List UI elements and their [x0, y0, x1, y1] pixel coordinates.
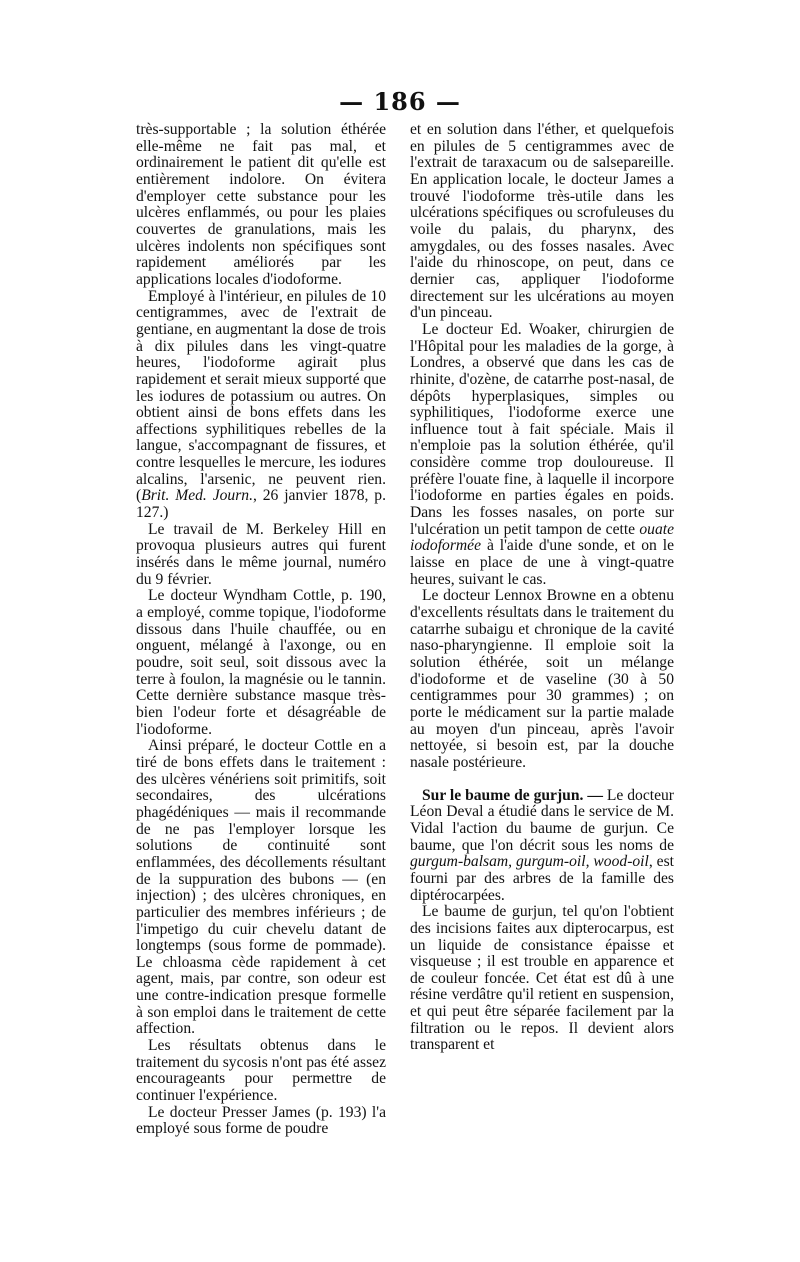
paragraph [410, 322, 674, 589]
paragraph: Le docteur Wyndham Cottle, p. 190, a employé, comme topique, l'iodoforme dissous dans l'huile chauffée, ou en onguent, mélangé à l'axonge, ou en poudre, soit seul, soit dissous avec la terre à foulon, la magnésie ou le tannin. Cette dernière substance masque très-bien l'odeur forte et désagréable de l'iodoforme. [136, 587, 386, 738]
right-column [410, 122, 674, 1054]
italic-term: ouate iodoformée [410, 520, 674, 555]
paragraph-text: Le docteur Ed. Woaker, chirurgien de l'Hôpital pour les maladies de la gorge, à Londres, a observé que dans les cas de rhinite, d'ozène, de catarrhe post-nasal, de dépôts hyperplasiques, simples ou syphilitiques, l'iodoforme exerce une influence tout à fait spéciale. Mais il n'emploie pas la solution éthérée, qu'il considère comme trop douloureuse. Il préfère l'ouate fine, à laquelle il incorpore l'iodoforme en parties égales en poids. Dans les fosses nasales, on porte sur l'ulcération un petit tampon de cette [410, 320, 674, 538]
paragraph-text: , 26 janvier 1878, p. 127.) [136, 487, 386, 522]
paragraph-text: à l'aide d'une sonde, et on le laisse en place de une à vingt-quatre heures, suivant le cas. [410, 537, 674, 588]
paragraph: Le docteur Lennox Browne en a obtenu d'excellents résultats dans le traitement du catarrhe subaigu et chronique de la cavité naso-pharyngienne. Il emploie soit la solution éthérée, soit un mélange d'iodoforme et de vaseline (30 à 50 centigrammes pour 30 grammes) ; on porte le médicament sur la partie malade au moyen d'un pinceau, après l'avoir nettoyée, si besoin est, par la douche nasale postérieure. [410, 587, 674, 771]
paragraph: très-supportable ; la solution éthérée elle-même ne fait pas mal, et ordinairement le patient dit qu'elle est entièrement indolore. On évitera d'employer cette substance pour les ulcères enflammés, ou pour les plaies couvertes de granulations, mais les ulcères indolents non spécifiques sont rapidement améliorés par les applications locales d'iodoforme. [136, 121, 386, 288]
paragraph: Le travail de M. Berkeley Hill en provoqua plusieurs autres qui furent insérés dans le même journal, numéro du 9 février. [136, 520, 386, 588]
section-spacer [410, 772, 674, 788]
section-dash: — [583, 786, 607, 804]
section-title: Sur le baume de gurjun. [422, 786, 584, 804]
paragraph: Le docteur Presser James (p. 193) l'a employé sous forme de poudre [136, 1103, 386, 1138]
paragraph [136, 289, 386, 522]
section-paragraph [410, 788, 674, 905]
paragraph-text: Employé à l'intérieur, en pilules de 10 centigrammes, avec de l'extrait de gentiane, en augmentant la dose de trois à dix pilules dans les vingt-quatre heures, l'iodoforme agirait plus rapidement et serait mieux supporté que les iodures de potassium ou autres. On obtient ainsi de bons effets dans les affections syphilitiques rebelles de la langue, s'accompagnant de fissures, et contre lesquelles le mercure, les iodures alcalins, l'arsenic, ne peuvent rien. ( [136, 287, 386, 505]
citation: Brit. Med. Journ. [141, 487, 253, 505]
paragraph: Ainsi préparé, le docteur Cottle en a tiré de bons effets dans le traitement : des ulcères vénériens soit primitifs, soit secondaires, des ulcérations phagédéniques — mais il recommande de ne pas l'employer lorsque les solutions de continuité sont enflammées, des décollements résultant de la suppuration des bubons — (en injection) ; des ulcères chroniques, en particulier des membres inférieurs ; de l'impetigo du cuir chevelu datant de longtemps (sous forme de pommade). Le chloasma cède rapidement à cet agent, mais, par contre, son odeur est une contre-indication presque formelle à son emploi dans le traitement de cette affection. [136, 737, 386, 1038]
paragraph: Le baume de gurjun, tel qu'on l'obtient des incisions faites aux dipterocarpus, est un liquide de consistance épaisse et visqueuse ; il est trouble en apparence et de couleur foncée. Cet état est dû à une résine verdâtre qu'il retient en suspension, et qui peut être séparée facilement par la filtration ou le repos. Il devient alors transparent et [410, 903, 674, 1054]
left-column [136, 122, 386, 1138]
italic-terms: gurgum-balsam, gurgum-oil, wood-oil [410, 853, 649, 871]
page-number: — 186 — [339, 87, 461, 116]
paragraph-text: , est fourni par des arbres de la famille des diptérocarpées. [410, 853, 674, 904]
paragraph: et en solution dans l'éther, et quelquefois en pilules de 5 centigrammes avec de l'extrait de taraxacum ou de salsepareille. En application locale, le docteur James a trouvé l'iodoforme très-utile dans les ulcérations spécifiques ou scrofuleuses du voile du palais, du pharynx, des amygdales, ou des fosses nasales. Avec l'aide du rhinoscope, on peut, dans ce dernier cas, appliquer l'iodoforme directement sur les ulcérations au moyen d'un pinceau. [410, 121, 674, 322]
paragraph: Les résultats obtenus dans le traitement du sycosis n'ont pas été assez encourageants pour permettre de continuer l'expérience. [136, 1037, 386, 1105]
paragraph-text: Le docteur Léon Deval a étudié dans le service de M. Vidal l'action du baume de gurjun. Ce baume, que l'on décrit sous les noms de [410, 786, 675, 854]
